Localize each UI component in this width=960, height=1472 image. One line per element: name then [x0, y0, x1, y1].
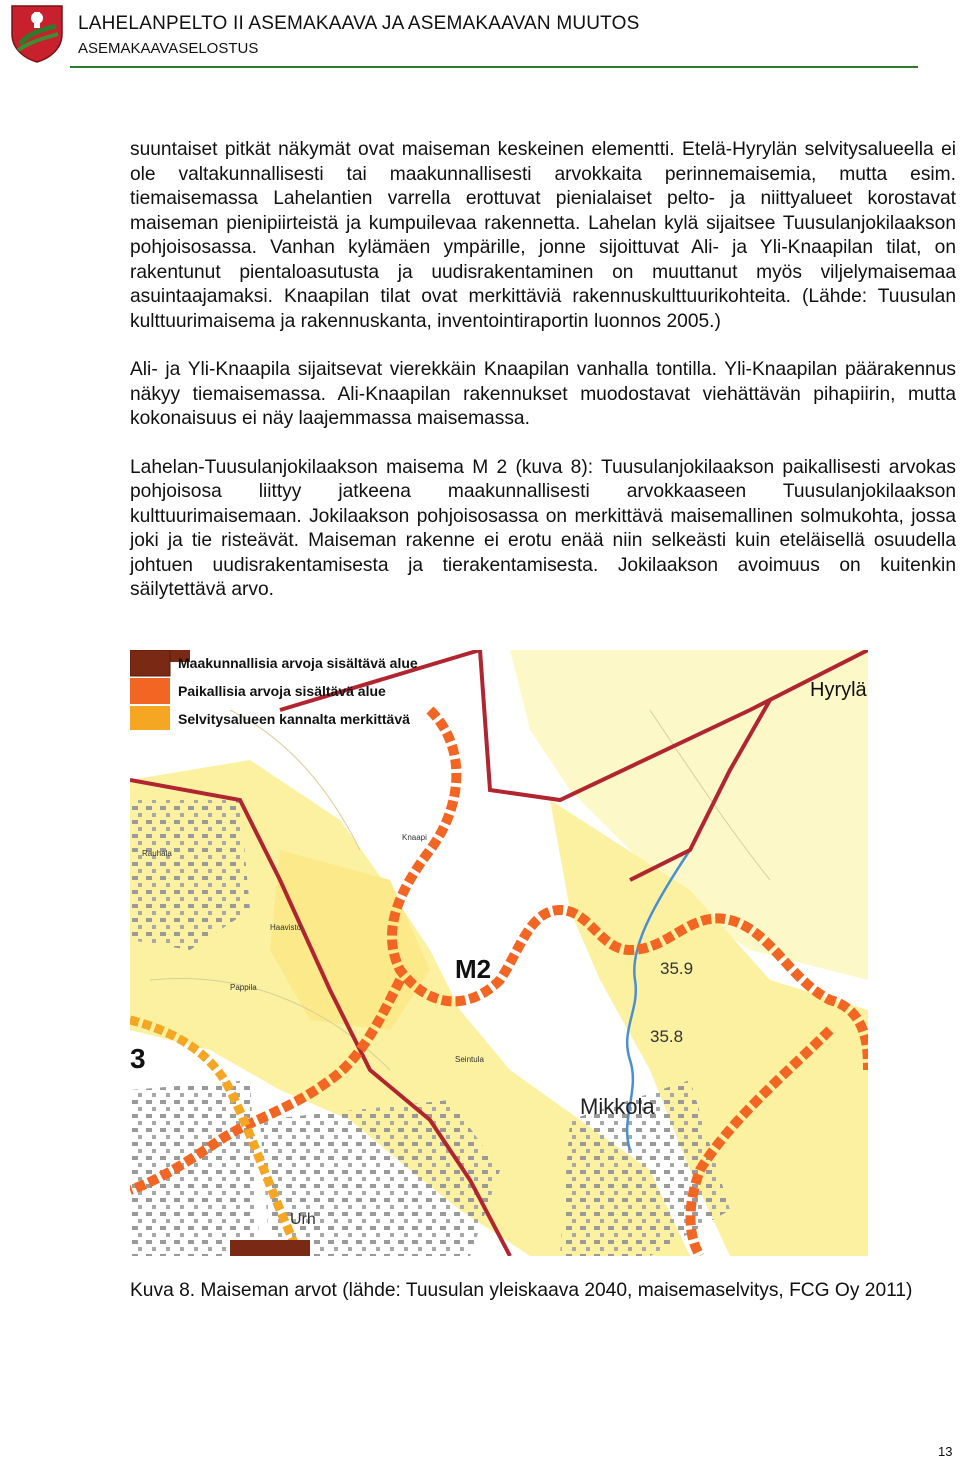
paragraph-3: Lahelan-Tuusulanjokilaakson maisema M 2 (kuva 8): Tuusulanjokilaakson paikallisesti arvokas pohjoisosa liittyy jatkeena maakunnallisesti arvokkaaseen Tuusulanjokilaakson kulttuurimaisemaan. Jokilaakson pohjoisosassa on merkittävä maisemallinen solmukohta, jossa joki ja tie risteävät. Maiseman rakenne ei erotu enää niin selkeästi kuin eteläisellä osuudella johtuen uudisrakentamisesta ja tierakentamisesta. Jokilaakson avoimuus on kuitenkin säilytettävä arvo. [130, 456, 956, 600]
legend-label-regional: Maakunnallisia arvoja sisältävä alue [178, 655, 418, 671]
legend-swatch-local [130, 678, 170, 704]
page-header [0, 0, 960, 70]
map-canvas [130, 650, 868, 1256]
legend-swatch-notable [130, 706, 170, 730]
place-label-urh: Urh [290, 1211, 316, 1228]
header-divider [70, 66, 918, 68]
page-number: 13 [938, 1444, 953, 1459]
place-label-knaapi: Knaapi [402, 833, 427, 842]
paragraph-1: suuntaiset pitkät näkymät ovat maiseman keskeinen elementti. Etelä-Hyrylän selvitysalueella ei ole valtakunnallisesti tai maakunnallisesti arvokkaita perinnemaisemia, mutta esim. tiemaisemassa Lahelantien varrella erottuvat pienialaiset pelto- ja niittyalueet korostavat maiseman pienipiirteistä ja kumpuilevaa rakennetta. Lahelan kylä sijaitsee Tuusulanjokilaakson pohjoisosassa. Vanhan kylämäen ympärille, jonne sijoittuvat Ali- ja Yli-Knaapilan tilat, on rakentunut pientaloasutusta ja uudisrakentaminen on muuttanut myös viljelymaisemaa asuintaajamaksi. Knaapilan tilat ovat merkittäviä rakennuskulttuurikohteita. (Lähde: Tuusulan kulttuurimaisema ja rakennuskanta, inventointiraportin luonnos 2005.) [130, 139, 956, 332]
document-subtitle: ASEMAKAAVASELOSTUS [78, 40, 259, 57]
document-title: LAHELANPELTO II ASEMAKAAVA JA ASEMAKAAVAN MUUTOS [78, 13, 640, 34]
figure-caption: Kuva 8. Maiseman arvot (lähde: Tuusulan yleiskaava 2040, maisemaselvitys, FCG Oy 2011) [130, 1280, 913, 1301]
coat-of-arms-icon [10, 4, 64, 64]
area-label-m2: M2 [455, 954, 492, 984]
place-label-hyryla: Hyrylä [810, 679, 867, 701]
place-label-seintula: Seintula [455, 1055, 484, 1064]
elevation-label: 35.8 [650, 1027, 684, 1046]
body-text [130, 138, 956, 627]
legend-label-local: Paikallisia arvoja sisältävä alue [178, 683, 386, 699]
place-label-rauhala: Rauhala [142, 849, 172, 858]
area-label-3: 3 [130, 1043, 146, 1074]
residential-area [260, 1100, 500, 1256]
place-label-pappila: Pappila [230, 983, 257, 992]
paragraph-2: Ali- ja Yli-Knaapila sijaitsevat vierekkäin Knaapilan vanhalla tontilla. Yli-Knaapilan päärakennus näkyy tiemaisemassa. Ali-Knaapilan rakennukset muodostavat viehättävän pihapiirin, mutta kokonaisuus ei näy laajemmassa maisemassa. [130, 359, 956, 429]
legend-swatch-regional [130, 650, 170, 676]
landscape-map [130, 650, 868, 1256]
legend-label-notable: Selvitysalueen kannalta merkittävä [178, 711, 410, 727]
place-label-haavisto: Haavisto [270, 923, 302, 932]
place-label-mikkola: Mikkola [580, 1094, 655, 1119]
elevation-label: 35.9 [660, 959, 694, 978]
